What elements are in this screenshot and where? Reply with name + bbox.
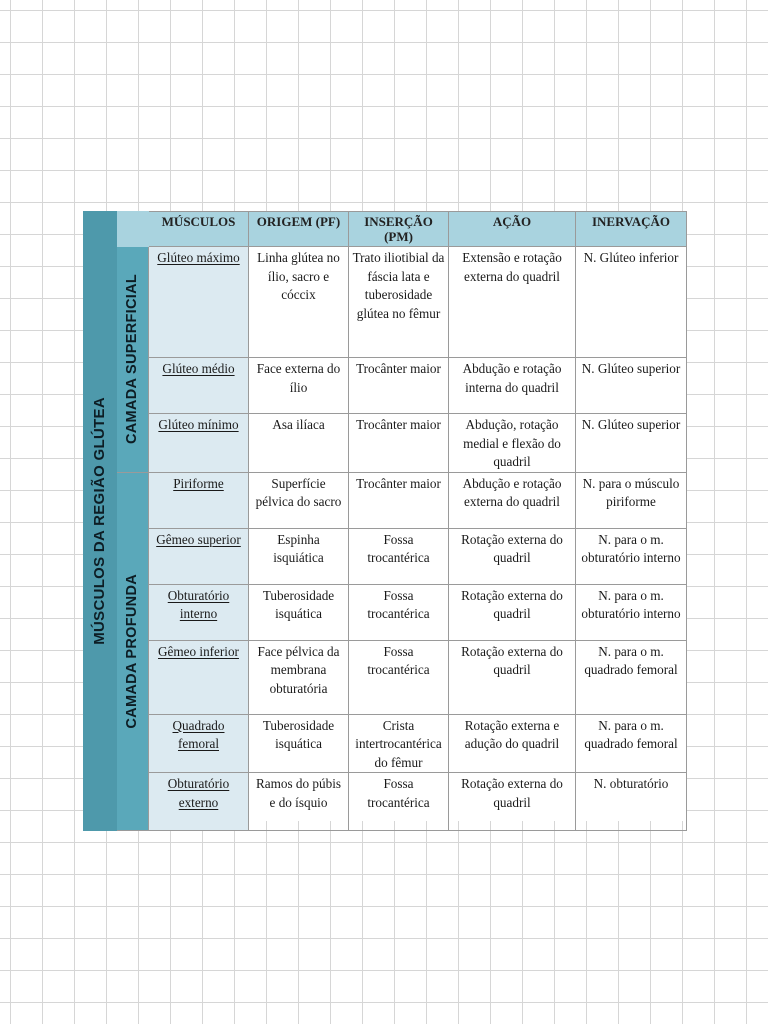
acao-cell: Rotação externa do quadril <box>449 528 576 584</box>
header-blank-cell <box>117 212 149 247</box>
origem-cell: Tuberosidade isquática <box>249 584 349 640</box>
inervacao-cell: N. para o músculo piriforme <box>576 472 687 528</box>
acao-cell: Abdução e rotação interna do quadril <box>449 358 576 414</box>
layer-cell-superficial <box>117 247 149 473</box>
muscle-table-sheet <box>83 211 686 821</box>
inervacao-cell: N. Glúteo inferior <box>576 247 687 358</box>
muscle-name: Glúteo máximo <box>149 247 249 358</box>
insercao-cell: Fossa trocantérica <box>349 584 449 640</box>
table-row <box>84 472 687 528</box>
table-row <box>84 773 687 831</box>
insercao-cell: Crista intertrocantérica do fêmur <box>349 714 449 773</box>
header-acao: AÇÃO <box>449 212 576 247</box>
insercao-cell: Trocânter maior <box>349 472 449 528</box>
table-row <box>84 247 687 358</box>
acao-cell: Abdução e rotação externa do quadril <box>449 472 576 528</box>
acao-cell: Rotação externa e adução do quadril <box>449 714 576 773</box>
inervacao-cell: N. Glúteo superior <box>576 414 687 473</box>
inervacao-cell: N. para o m. obturatório interno <box>576 584 687 640</box>
muscle-name: Piriforme <box>149 472 249 528</box>
origem-cell: Linha glútea no ílio, sacro e cóccix <box>249 247 349 358</box>
table-row <box>84 414 687 473</box>
header-musculos: MÚSCULOS <box>149 212 249 247</box>
insercao-cell: Trocânter maior <box>349 358 449 414</box>
muscle-name: Glúteo médio <box>149 358 249 414</box>
acao-cell: Extensão e rotação externa do quadril <box>449 247 576 358</box>
table-row <box>84 584 687 640</box>
origem-cell: Superfície pélvica do sacro <box>249 472 349 528</box>
header-insercao: INSERÇÃO (PM) <box>349 212 449 247</box>
insercao-cell: Fossa trocantérica <box>349 640 449 714</box>
layer-cell-profunda <box>117 472 149 831</box>
gluteal-muscles-table <box>83 211 687 831</box>
acao-cell: Rotação externa do quadril <box>449 640 576 714</box>
muscle-name: Quadrado femoral <box>149 714 249 773</box>
muscle-name: Gêmeo inferior <box>149 640 249 714</box>
origem-cell: Face externa do ílio <box>249 358 349 414</box>
insercao-cell: Fossa trocantérica <box>349 773 449 831</box>
muscle-name: Glúteo mínimo <box>149 414 249 473</box>
origem-cell: Ramos do púbis e do ísquio <box>249 773 349 831</box>
table-row <box>84 528 687 584</box>
table-row <box>84 640 687 714</box>
table-row <box>84 714 687 773</box>
region-label-cell <box>84 212 117 831</box>
table-row <box>84 358 687 414</box>
inervacao-cell: N. para o m. obturatório interno <box>576 528 687 584</box>
origem-cell: Espinha isquiática <box>249 528 349 584</box>
inervacao-cell: N. obturatório <box>576 773 687 831</box>
acao-cell: Abdução, rotação medial e flexão do quadril <box>449 414 576 473</box>
muscle-name: Obturatório externo <box>149 773 249 831</box>
header-inervacao: INERVAÇÃO <box>576 212 687 247</box>
region-label: MÚSCULOS DA REGIÃO GLÚTEA <box>90 397 108 645</box>
origem-cell: Asa ilíaca <box>249 414 349 473</box>
header-row <box>84 212 687 247</box>
inervacao-cell: N. para o m. quadrado femoral <box>576 640 687 714</box>
origem-cell: Face pélvica da membrana obturatória <box>249 640 349 714</box>
insercao-cell: Fossa trocantérica <box>349 528 449 584</box>
muscle-name: Gêmeo superior <box>149 528 249 584</box>
acao-cell: Rotação externa do quadril <box>449 584 576 640</box>
header-origem: ORIGEM (PF) <box>249 212 349 247</box>
inervacao-cell: N. Glúteo superior <box>576 358 687 414</box>
layer-label-superficial: CAMADA SUPERFICIAL <box>124 274 141 445</box>
insercao-cell: Trato iliotibial da fáscia lata e tuberosidade glútea no fêmur <box>349 247 449 358</box>
layer-label-profunda: CAMADA PROFUNDA <box>124 573 141 729</box>
insercao-cell: Trocânter maior <box>349 414 449 473</box>
origem-cell: Tuberosidade isquática <box>249 714 349 773</box>
muscle-name: Obturatório interno <box>149 584 249 640</box>
acao-cell: Rotação externa do quadril <box>449 773 576 831</box>
inervacao-cell: N. para o m. quadrado femoral <box>576 714 687 773</box>
